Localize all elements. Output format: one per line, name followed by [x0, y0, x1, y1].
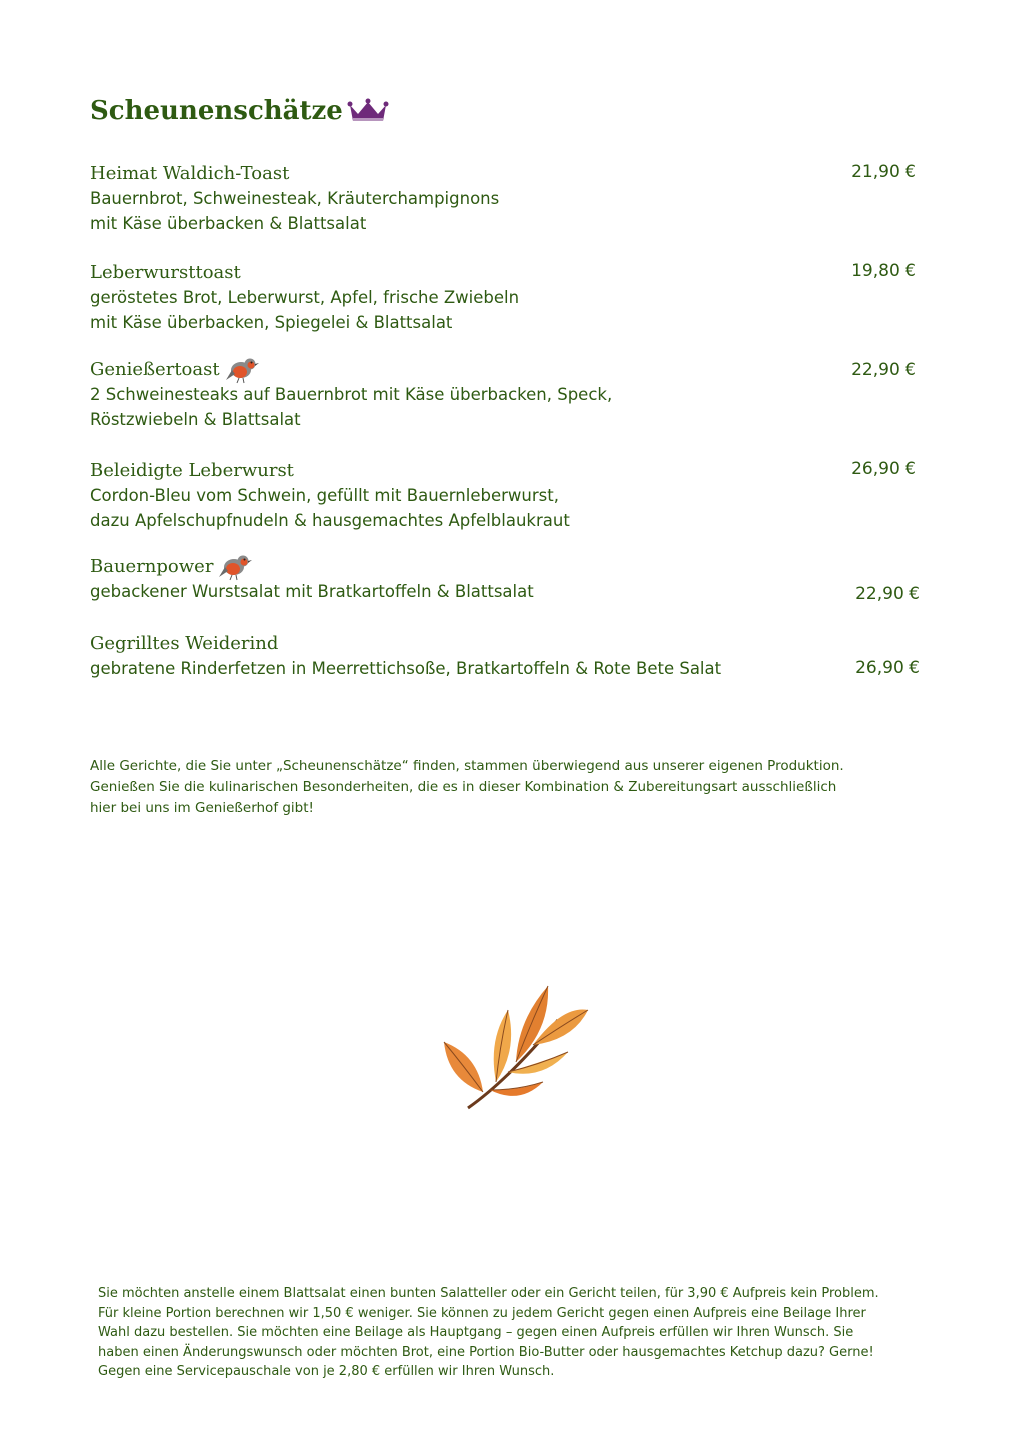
footer-line: Wahl dazu bestellen. Sie möchten eine Beilage als Hauptgang – gegen einen Aufpreis erfüllen wir Ihren Wunsch. Sie: [98, 1325, 854, 1340]
menu-item-price: 26,90 €: [851, 459, 916, 479]
menu-item-price: 19,80 €: [851, 261, 916, 281]
origin-note-line: Genießen Sie die kulinarischen Besonderheiten, die es in dieser Kombination & Zubereitungsart ausschließlich: [90, 779, 837, 795]
menu-item-desc-line: dazu Apfelschupfnudeln & hausgemachtes Apfelblaukraut: [90, 511, 570, 530]
footer-info: [98, 1284, 938, 1382]
footer-line: Für kleine Portion berechnen wir 1,50 € weniger. Sie können zu jedem Gericht gegen einen Aufpreis eine Beilage Ihrer: [98, 1305, 866, 1321]
menu-item-name: Bauernpower: [90, 555, 214, 577]
menu-item-name: Genießertoast: [90, 358, 220, 380]
menu-item-desc-line: gebratene Rinderfetzen in Meerrettichsoße, Bratkartoffeln & Rote Bete Salat: [90, 659, 722, 678]
menu-item: [90, 160, 920, 236]
menu-item-price: 22,90 €: [855, 584, 920, 604]
menu-item: [90, 356, 920, 432]
menu-item: [90, 457, 920, 533]
origin-note-line: hier bei uns im Genießerhof gibt!: [90, 800, 314, 816]
menu-item-desc-line: gebackener Wurstsalat mit Bratkartoffeln & Blattsalat: [90, 582, 534, 601]
menu-item-desc-line: 2 Schweinesteaks auf Bauernbrot mit Käse überbacken, Speck,: [90, 385, 613, 404]
menu-item-desc-line: Cordon-Bleu vom Schwein, gefüllt mit Bauernleberwurst,: [90, 486, 559, 505]
menu-item-name: Beleidigte Leberwurst: [90, 459, 294, 481]
menu-item-price: 21,90 €: [851, 162, 916, 182]
section-title: [90, 96, 389, 126]
menu-item: [90, 259, 920, 335]
menu-item-name: Heimat Waldich-Toast: [90, 162, 290, 184]
menu-item-name: Gegrilltes Weiderind: [90, 632, 279, 654]
footer-line: haben einen Änderungswunsch oder möchten Brot, eine Portion Bio-Butter oder hausgemachtes Ketchup dazu? Gerne!: [98, 1344, 874, 1360]
menu-item: [90, 630, 920, 681]
origin-note: [90, 756, 920, 819]
autumn-leaf-icon: [438, 980, 598, 1115]
menu-item: [90, 553, 920, 604]
menu-item-desc-line: mit Käse überbacken, Spiegelei & Blattsalat: [90, 313, 453, 332]
footer-line: Sie möchten anstelle einem Blattsalat einen bunten Salatteller oder ein Gericht teilen, für 3,90 € Aufpreis kein Problem.: [98, 1286, 879, 1301]
robin-bird-icon: [219, 551, 253, 581]
menu-item-desc-line: Bauernbrot, Schweinesteak, Kräuterchampignons: [90, 189, 500, 208]
menu-item-desc-line: geröstetes Brot, Leberwurst, Apfel, frische Zwiebeln: [90, 288, 520, 307]
footer-line: Gegen eine Servicepauschale von je 2,80 € erfüllen wir Ihren Wunsch.: [98, 1364, 555, 1379]
section-title-text: Scheunenschätze: [90, 96, 343, 126]
menu-item-name-row: [90, 553, 920, 579]
menu-item-desc-line: mit Käse überbacken & Blattsalat: [90, 214, 367, 233]
robin-bird-icon: [226, 354, 260, 384]
menu-item-price: 22,90 €: [851, 360, 916, 380]
origin-note-line: Alle Gerichte, die Sie unter „Scheunenschätze“ finden, stammen überwiegend aus unserer eigenen Produktion.: [90, 758, 844, 774]
menu-item-desc-line: Röstzwiebeln & Blattsalat: [90, 410, 301, 429]
menu-item-name-row: [90, 356, 920, 382]
crown-icon: [347, 97, 389, 125]
menu-item-name: Leberwursttoast: [90, 261, 241, 283]
menu-item-price: 26,90 €: [855, 658, 920, 678]
